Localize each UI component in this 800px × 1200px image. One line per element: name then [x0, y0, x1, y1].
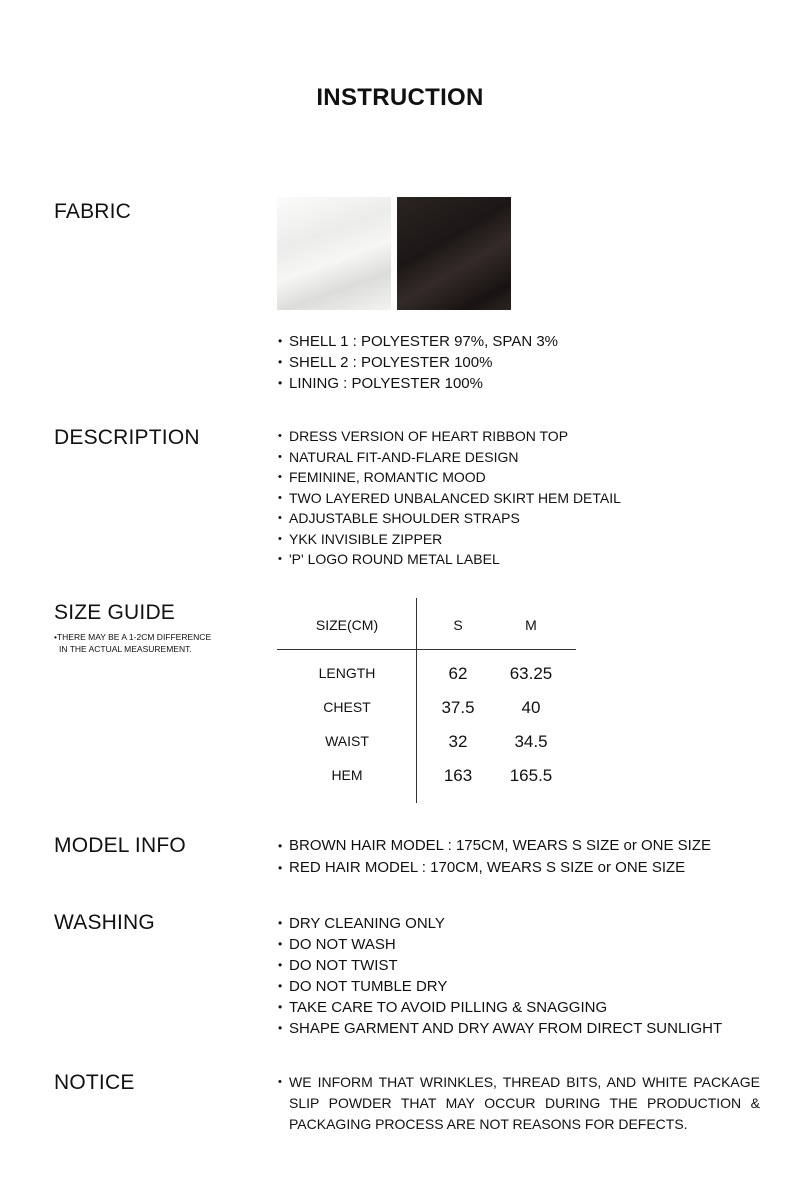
size-table [277, 598, 577, 803]
page-title: INSTRUCTION [316, 84, 484, 111]
table-cell: 63.25 [509, 664, 553, 683]
description-list [278, 426, 621, 570]
list-item: • TWO LAYERED UNBALANCED SKIRT HEM DETAIL [278, 488, 621, 509]
list-item: • ADJUSTABLE SHOULDER STRAPS [278, 508, 621, 529]
table-header-s: S [453, 617, 463, 633]
table-header-m: M [525, 617, 537, 633]
table-header-size: SIZE(CM) [315, 617, 379, 633]
list-item: • WE INFORM THAT WRINKLES, THREAD BITS, AND WHITE PACKAGE SLIP POWDER THAT MAY OCCUR DURING THE PRODUCTION & PACKAGING PROCESS ARE NOT REASONS FOR DEFECTS. [278, 1072, 760, 1135]
table-cell: 34.5 [514, 732, 548, 751]
table-row-label: LENGTH [318, 665, 376, 681]
list-item: • DRESS VERSION OF HEART RIBBON TOP [278, 426, 621, 447]
model-info-list [278, 835, 711, 879]
list-item: • SHELL 1 : POLYESTER 97%, SPAN 3% [278, 331, 558, 352]
table-cell: 165.5 [509, 766, 553, 785]
list-item: • NATURAL FIT-AND-FLARE DESIGN [278, 447, 621, 468]
list-item: • DO NOT TUMBLE DRY [278, 976, 722, 997]
description-heading: DESCRIPTION [54, 426, 200, 449]
list-item: • DRY CLEANING ONLY [278, 913, 722, 934]
list-item: • YKK INVISIBLE ZIPPER [278, 529, 621, 550]
size-guide-heading: SIZE GUIDE [54, 601, 176, 624]
model-info-heading: MODEL INFO [54, 834, 186, 857]
size-guide-note [54, 631, 274, 655]
notice-list [278, 1072, 760, 1135]
list-item: • BROWN HAIR MODEL : 175CM, WEARS S SIZE or ONE SIZE [278, 835, 711, 857]
fabric-heading: FABRIC [54, 200, 132, 223]
fabric-swatch-black [397, 197, 511, 310]
washing-list [278, 913, 722, 1039]
size-note-line: IN THE ACTUAL MEASUREMENT. [59, 644, 192, 654]
list-item: • RED HAIR MODEL : 170CM, WEARS S SIZE or ONE SIZE [278, 857, 711, 879]
list-item: • SHAPE GARMENT AND DRY AWAY FROM DIRECT SUNLIGHT [278, 1018, 722, 1039]
list-item: • DO NOT WASH [278, 934, 722, 955]
table-row-label: WAIST [325, 733, 369, 749]
table-row-label: CHEST [323, 699, 371, 715]
fabric-swatch-white [277, 197, 391, 310]
fabric-list [278, 331, 558, 394]
list-item: • DO NOT TWIST [278, 955, 722, 976]
list-item: • SHELL 2 : POLYESTER 100% [278, 352, 558, 373]
list-item: • 'P' LOGO ROUND METAL LABEL [278, 549, 621, 570]
table-cell: 62 [448, 664, 468, 683]
table-cell: 32 [448, 732, 468, 751]
table-row-label: HEM [331, 767, 363, 783]
table-cell: 40 [521, 698, 541, 717]
notice-heading: NOTICE [54, 1071, 135, 1094]
washing-heading: WASHING [54, 911, 155, 934]
table-cell: 37.5 [441, 698, 475, 717]
size-note-line: •THERE MAY BE A 1-2CM DIFFERENCE [54, 632, 212, 642]
list-item: • LINING : POLYESTER 100% [278, 373, 558, 394]
table-cell: 163 [443, 766, 473, 785]
list-item: • TAKE CARE TO AVOID PILLING & SNAGGING [278, 997, 722, 1018]
table-divider-horizontal [277, 649, 576, 650]
list-item: • FEMININE, ROMANTIC MOOD [278, 467, 621, 488]
